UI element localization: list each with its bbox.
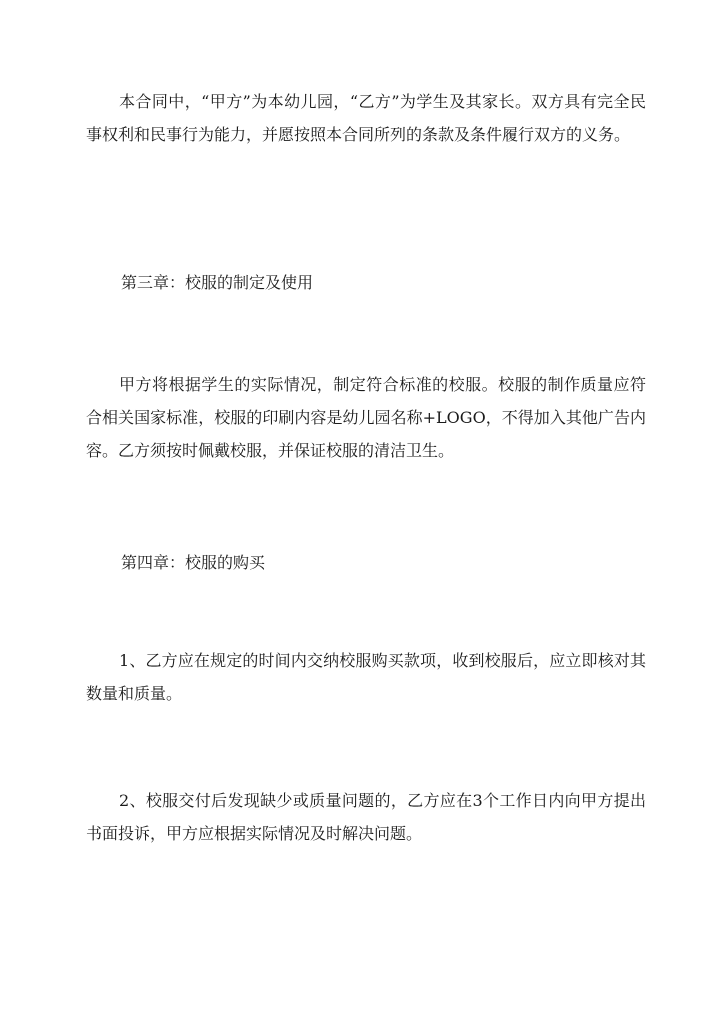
list-item-complaint: 2、校服交付后发现缺少或质量问题的，乙方应在3个工作日内向甲方提出书面投诉，甲方应根据实际情况及时解决问题。 [86,791,646,843]
chapter-3-heading: 第三章：校服的制定及使用 [121,273,314,292]
paragraph-parties: 本合同中，“甲方”为本幼儿园，“乙方”为学生及其家长。双方具有完全民事权利和民事行为能力，并愿按照本合同所列的条款及条件履行双方的义务。 [86,92,646,144]
paragraph-uniform-production: 甲方将根据学生的实际情况，制定符合标准的校服。校服的制作质量应符合相关国家标准，校服的印刷内容是幼儿园名称+LOGO，不得加入其他广告内容。乙方须按时佩戴校服，并保证校服的清洁卫生。 [86,375,646,460]
list-item-payment: 1、乙方应在规定的时间内交纳校服购买款项，收到校服后，应立即核对其数量和质量。 [86,651,646,703]
chapter-4-heading: 第四章：校服的购买 [121,553,266,572]
